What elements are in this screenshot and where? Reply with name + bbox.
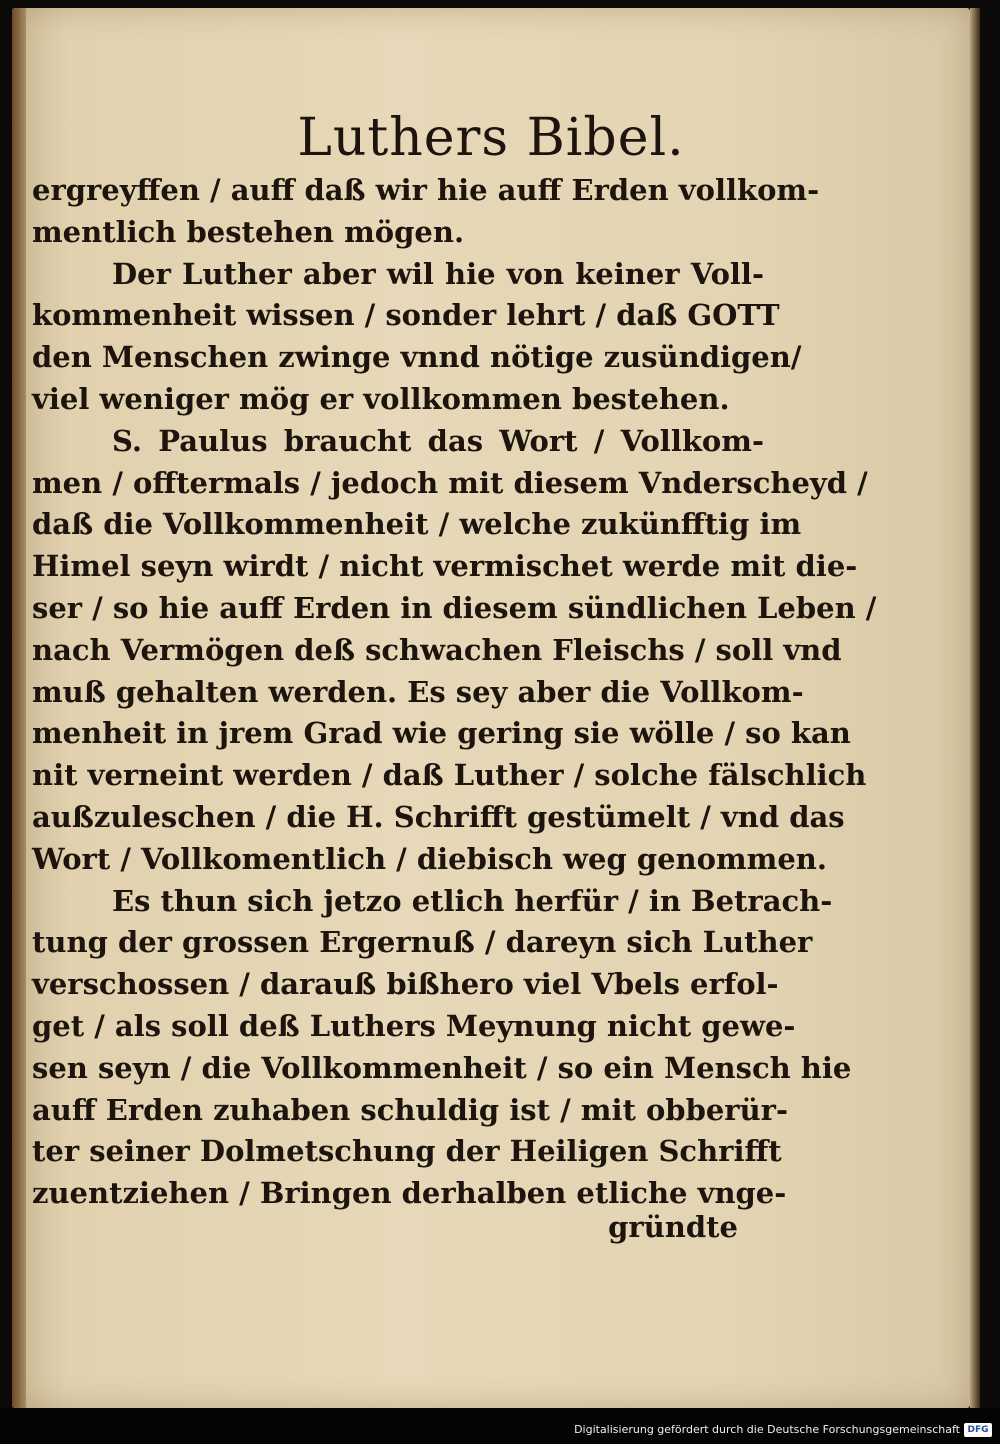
- text-line: sen seyn / die Vollkommenheit / so ein Mensch hie: [32, 1050, 852, 1085]
- catchword: gründte: [608, 1210, 738, 1244]
- book-spine: [12, 8, 26, 1408]
- text-line: nit verneint werden / daß Luther / solche fälschlich: [32, 758, 867, 793]
- text-line: get / als soll deß Luthers Meynung nicht gewe-: [32, 1008, 796, 1043]
- text-line: S. Paulus braucht das Wort / Vollkom-: [112, 423, 764, 458]
- dfg-logo: [964, 1423, 992, 1437]
- text-line: Der Luther aber wil hie von keiner Voll-: [112, 256, 764, 291]
- text-line: verschossen / darauß bißhero viel Vbels erfol-: [32, 967, 779, 1002]
- text-line: Wort / Vollkomentlich / diebisch weg genommen.: [32, 841, 827, 876]
- text-line: menheit in jrem Grad wie gering sie wölle / so kan: [32, 716, 851, 751]
- dfg-logo-text: DFG: [967, 1425, 989, 1435]
- footer-bar: [0, 1408, 1000, 1444]
- text-line: men / offtermals / jedoch mit diesem Vnderscheyd /: [32, 465, 868, 500]
- text-line: zuentziehen / Bringen derhalben etliche vnge-: [32, 1176, 787, 1211]
- text-line: tung der grossen Ergernuß / dareyn sich Luther: [32, 925, 813, 960]
- body-text: [32, 170, 877, 1215]
- text-line: daß die Vollkommenheit / welche zukünfftig im: [32, 507, 802, 542]
- text-line: auff Erden zuhaben schuldig ist / mit obberür-: [32, 1092, 788, 1127]
- text-line: Himel seyn wirdt / nicht vermischet werde mit die-: [32, 549, 858, 584]
- text-line: ter seiner Dolmetschung der Heiligen Schrifft: [32, 1134, 782, 1169]
- text-line: nach Vermögen deß schwachen Fleischs / soll vnd: [32, 632, 842, 667]
- text-line: mentlich bestehen mögen.: [32, 214, 465, 249]
- text-line: ser / so hie auff Erden in diesem sündlichen Leben /: [32, 590, 877, 625]
- text-line: kommenheit wissen / sonder lehrt / daß GOTT: [32, 298, 780, 333]
- text-line: ergreyffen / auff daß wir hie auff Erden vollkom-: [32, 173, 820, 207]
- text-line: viel weniger mög er vollkommen bestehen.: [32, 381, 730, 416]
- text-line: den Menschen zwinge vnnd nötige zusündigen/: [32, 340, 802, 375]
- page-fore-edge: [970, 8, 980, 1408]
- text-line: Es thun sich jetzo etlich herfür / in Betrach-: [112, 883, 833, 918]
- book-page: [12, 8, 970, 1408]
- text-line: außzuleschen / die H. Schrifft gestümelt / vnd das: [32, 799, 845, 834]
- text-line: muß gehalten werden. Es sey aber die Vollkom-: [32, 674, 804, 709]
- footer-credit: Digitalisierung gefördert durch die Deutsche Forschungsgemeinschaft: [574, 1423, 960, 1436]
- running-head: Luthers Bibel.: [297, 108, 685, 168]
